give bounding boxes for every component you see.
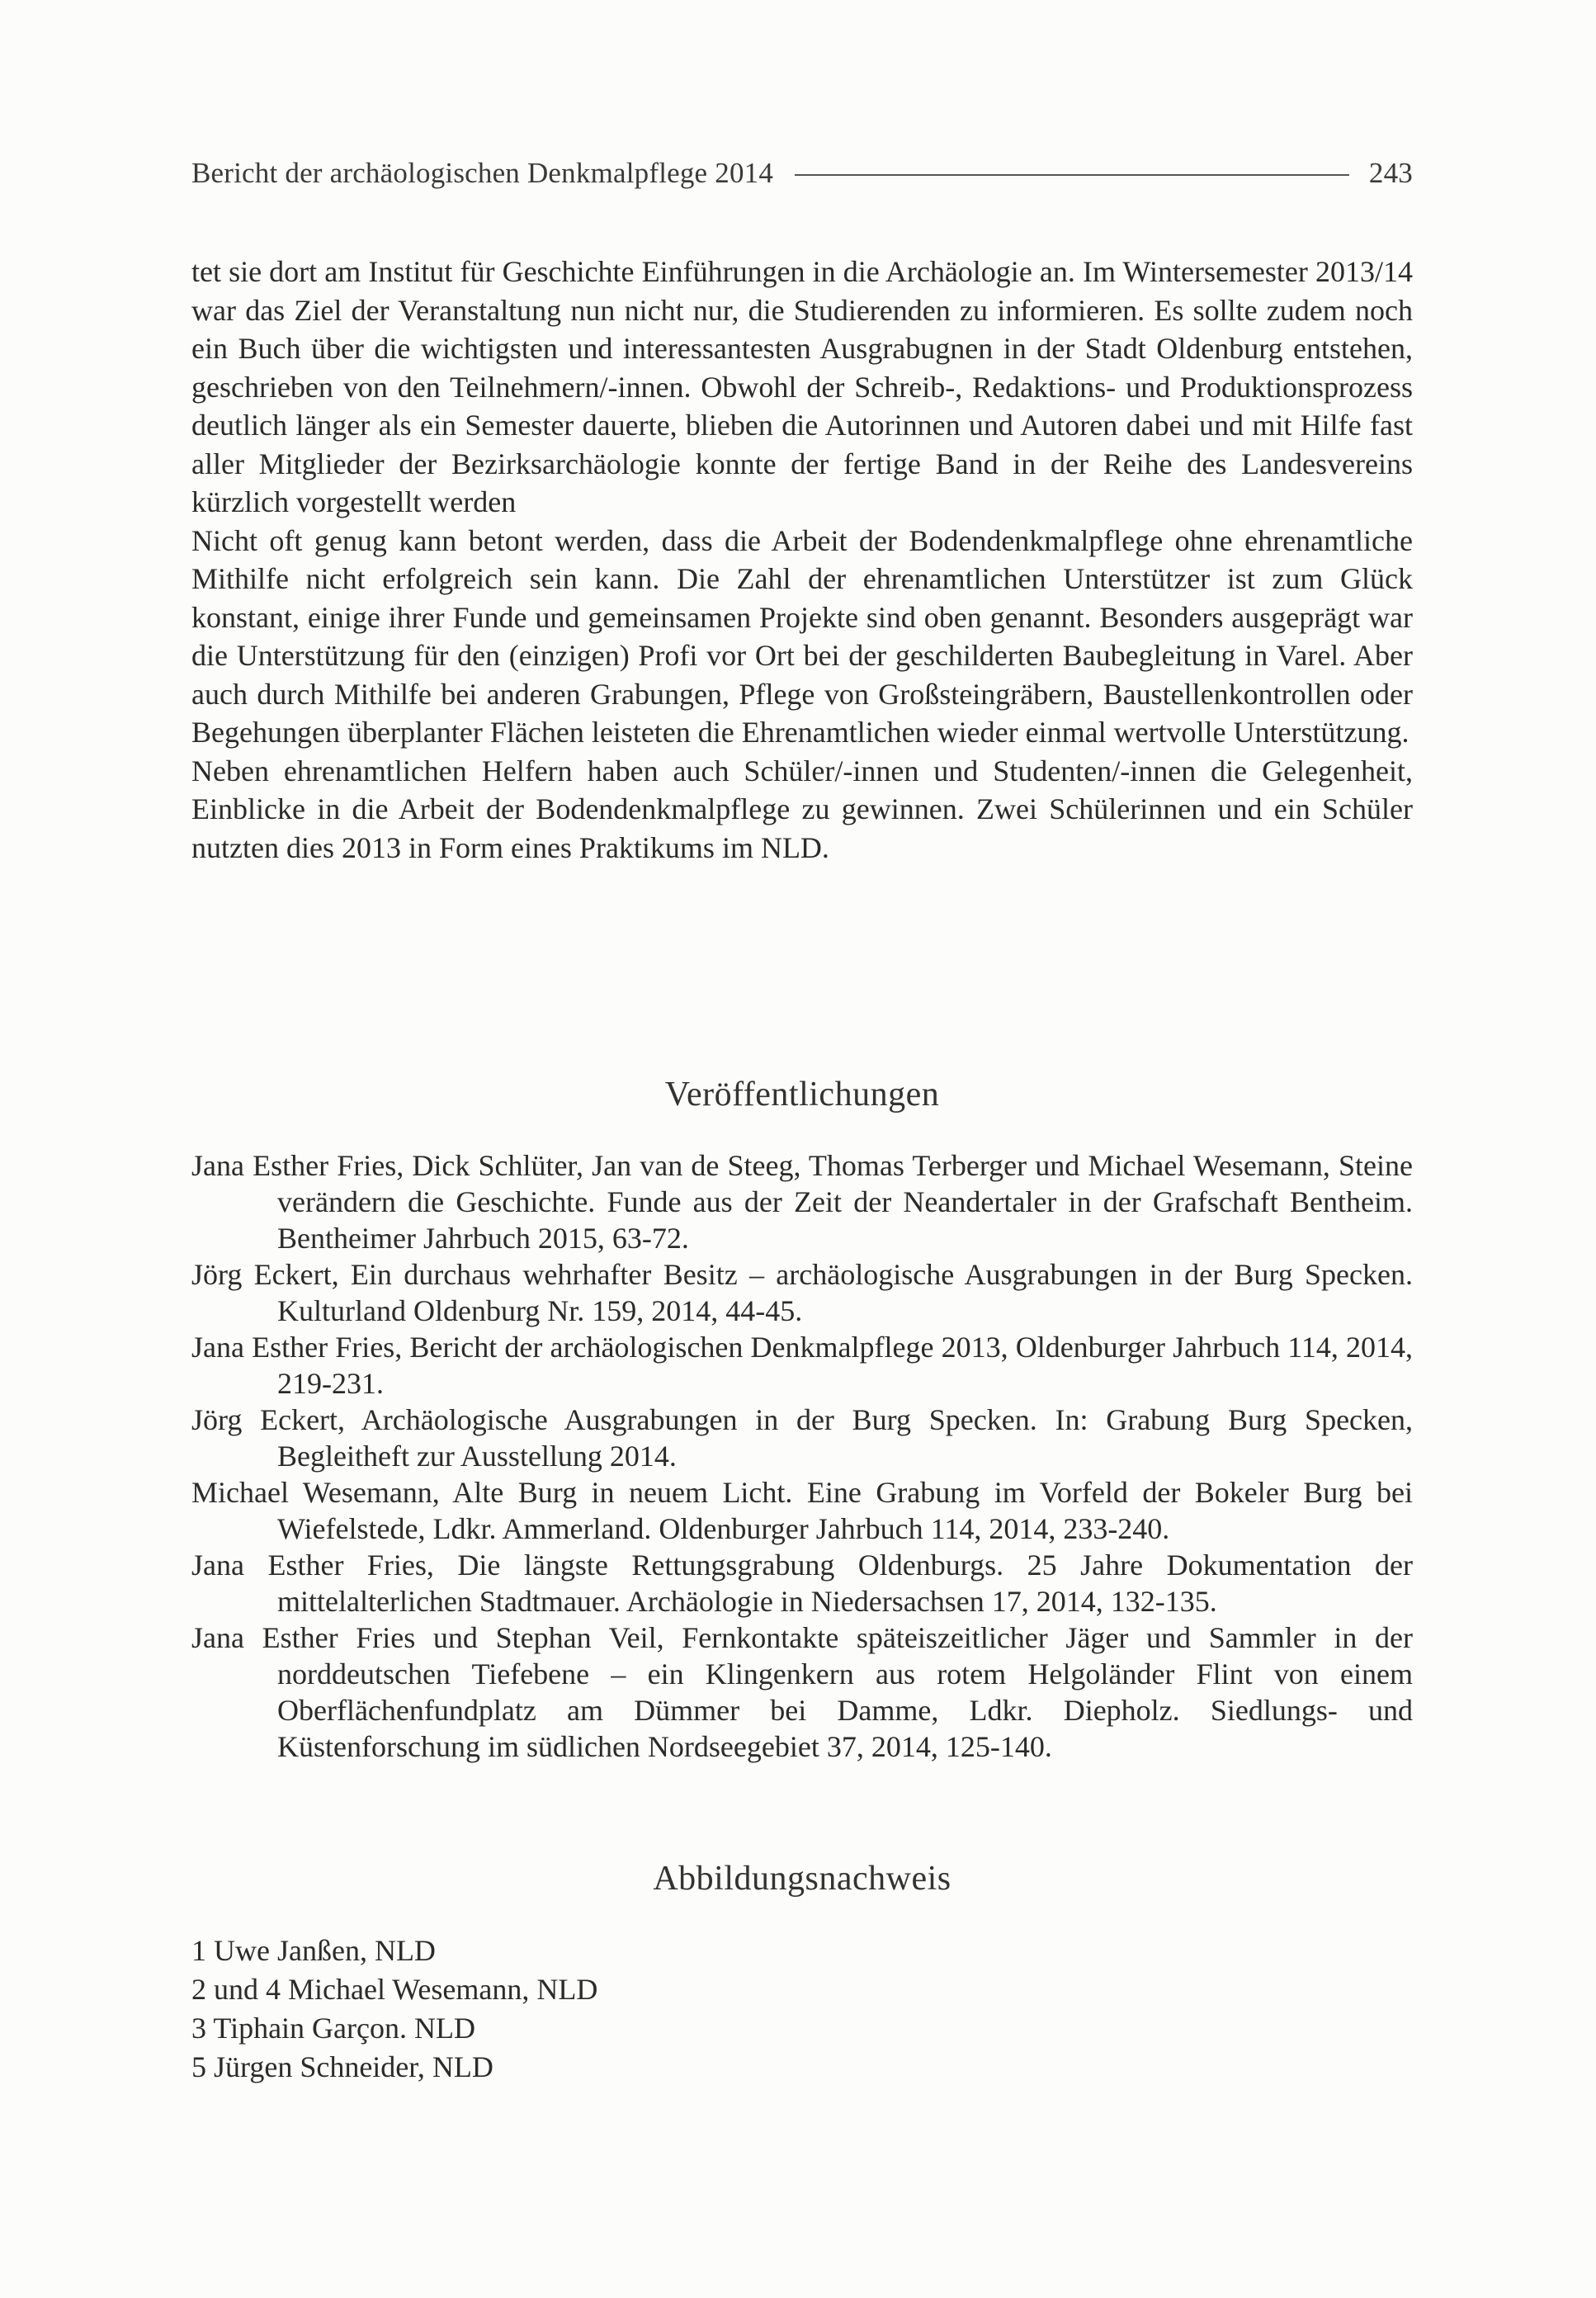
publication-item: Michael Wesemann, Alte Burg in neuem Licht. Eine Grabung im Vorfeld der Bokeler Burg bei Wiefelstede, Ldkr. Ammerland. Oldenburger Jahrbuch 114, 2014, 233-240.	[191, 1476, 1413, 1545]
page-number: 243	[1368, 157, 1413, 189]
paragraph: Neben ehrenamtlichen Helfern haben auch Schüler/-innen und Studenten/-innen die Gelegenheit, Einblicke in die Arbeit der Bodendenkmalpflege zu gewinnen. Zwei Schülerinnen und ein Schüler nutzten dies 2013 in Form eines Praktikums im NLD.	[191, 754, 1413, 864]
running-header	[191, 152, 1413, 195]
header-title: Bericht der archäologischen Denkmalpflege 2014	[191, 157, 774, 189]
credit-item: 1 Uwe Janßen, NLD	[191, 1934, 436, 1967]
paragraph: tet sie dort am Institut für Geschichte Einführungen in die Archäologie an. Im Wintersemester 2013/14 war das Ziel der Veranstaltung nun nicht nur, die Studierenden zu informieren. Es sollte zudem noch ein Buch über die wichtigsten und interessantesten Ausgrabugnen in der Stadt Oldenburg entstehen, geschrieben von den Teilnehmern/-innen. Obwohl der Schreib-, Redaktions- und Produktionsprozess deutlich länger als ein Semester dauerte, blieben die Autorinnen und Autoren dabei und mit Hilfe fast aller Mitglieder der Bezirksarchäologie konnte der fertige Band in der Reihe des Landesvereins kürzlich vorgestellt werden	[191, 255, 1413, 518]
body-text	[191, 253, 1413, 867]
publication-item: Jana Esther Fries, Die längste Rettungsgrabung Oldenburgs. 25 Jahre Dokumentation der mittelalterlichen Stadtmauer. Archäologie in Niedersachsen 17, 2014, 132-135.	[191, 1549, 1413, 1618]
credits-list	[191, 1932, 1413, 2087]
publication-item: Jörg Eckert, Archäologische Ausgrabungen in der Burg Specken. In: Grabung Burg Specken, Begleitheft zur Ausstellung 2014.	[191, 1403, 1413, 1473]
publication-item: Jana Esther Fries und Stephan Veil, Fernkontakte späteiszeitlicher Jäger und Sammler in der norddeutschen Tiefebene – ein Klingenkern aus rotem Helgoländer Flint von einem Oberflächenfundplatz am Dümmer bei Damme, Ldkr. Diepholz. Siedlungs- und Küstenforschung im südlichen Nordseegebiet 37, 2014, 125-140.	[191, 1621, 1413, 1763]
credit-item: 2 und 4 Michael Wesemann, NLD	[191, 1973, 598, 2006]
publication-item: Jörg Eckert, Ein durchaus wehrhafter Besitz – archäologische Ausgrabungen in der Burg Specken. Kulturland Oldenburg Nr. 159, 2014, 44-45.	[191, 1258, 1413, 1327]
publication-item: Jana Esther Fries, Dick Schlüter, Jan van de Steeg, Thomas Terberger und Michael Wesemann, Steine verändern die Geschichte. Funde aus der Zeit der Neandertaler in der Grafschaft Bentheim. Bentheimer Jahrbuch 2015, 63-72.	[191, 1149, 1413, 1255]
publications-heading: Veröffentlichungen	[664, 1076, 940, 1114]
credit-item: 5 Jürgen Schneider, NLD	[191, 2050, 493, 2083]
credits-heading: Abbildungsnachweis	[653, 1860, 951, 1898]
paragraph: Nicht oft genug kann betont werden, dass die Arbeit der Bodendenkmalpflege ohne ehrenamtliche Mithilfe nicht erfolgreich sein kann. Die Zahl der ehrenamtlichen Unterstützer ist zum Glück konstant, einige ihrer Funde und gemeinsamen Projekte sind oben genannt. Besonders ausgeprägt war die Unterstützung für den (einzigen) Profi vor Ort bei der geschilderten Baubegleitung in Varel. Aber auch durch Mithilfe bei anderen Grabungen, Pflege von Großsteingräbern, Baustellenkontrollen oder Begehungen überplanter Flächen leisteten die Ehrenamtlichen wieder einmal wertvolle Unterstützung.	[191, 523, 1413, 749]
credit-item: 3 Tiphain Garçon. NLD	[191, 2012, 475, 2045]
publication-item: Jana Esther Fries, Bericht der archäologischen Denkmalpflege 2013, Oldenburger Jahrbuch 114, 2014, 219-231.	[191, 1331, 1413, 1400]
header-rule	[795, 174, 1349, 176]
publications-list	[191, 1147, 1413, 1765]
